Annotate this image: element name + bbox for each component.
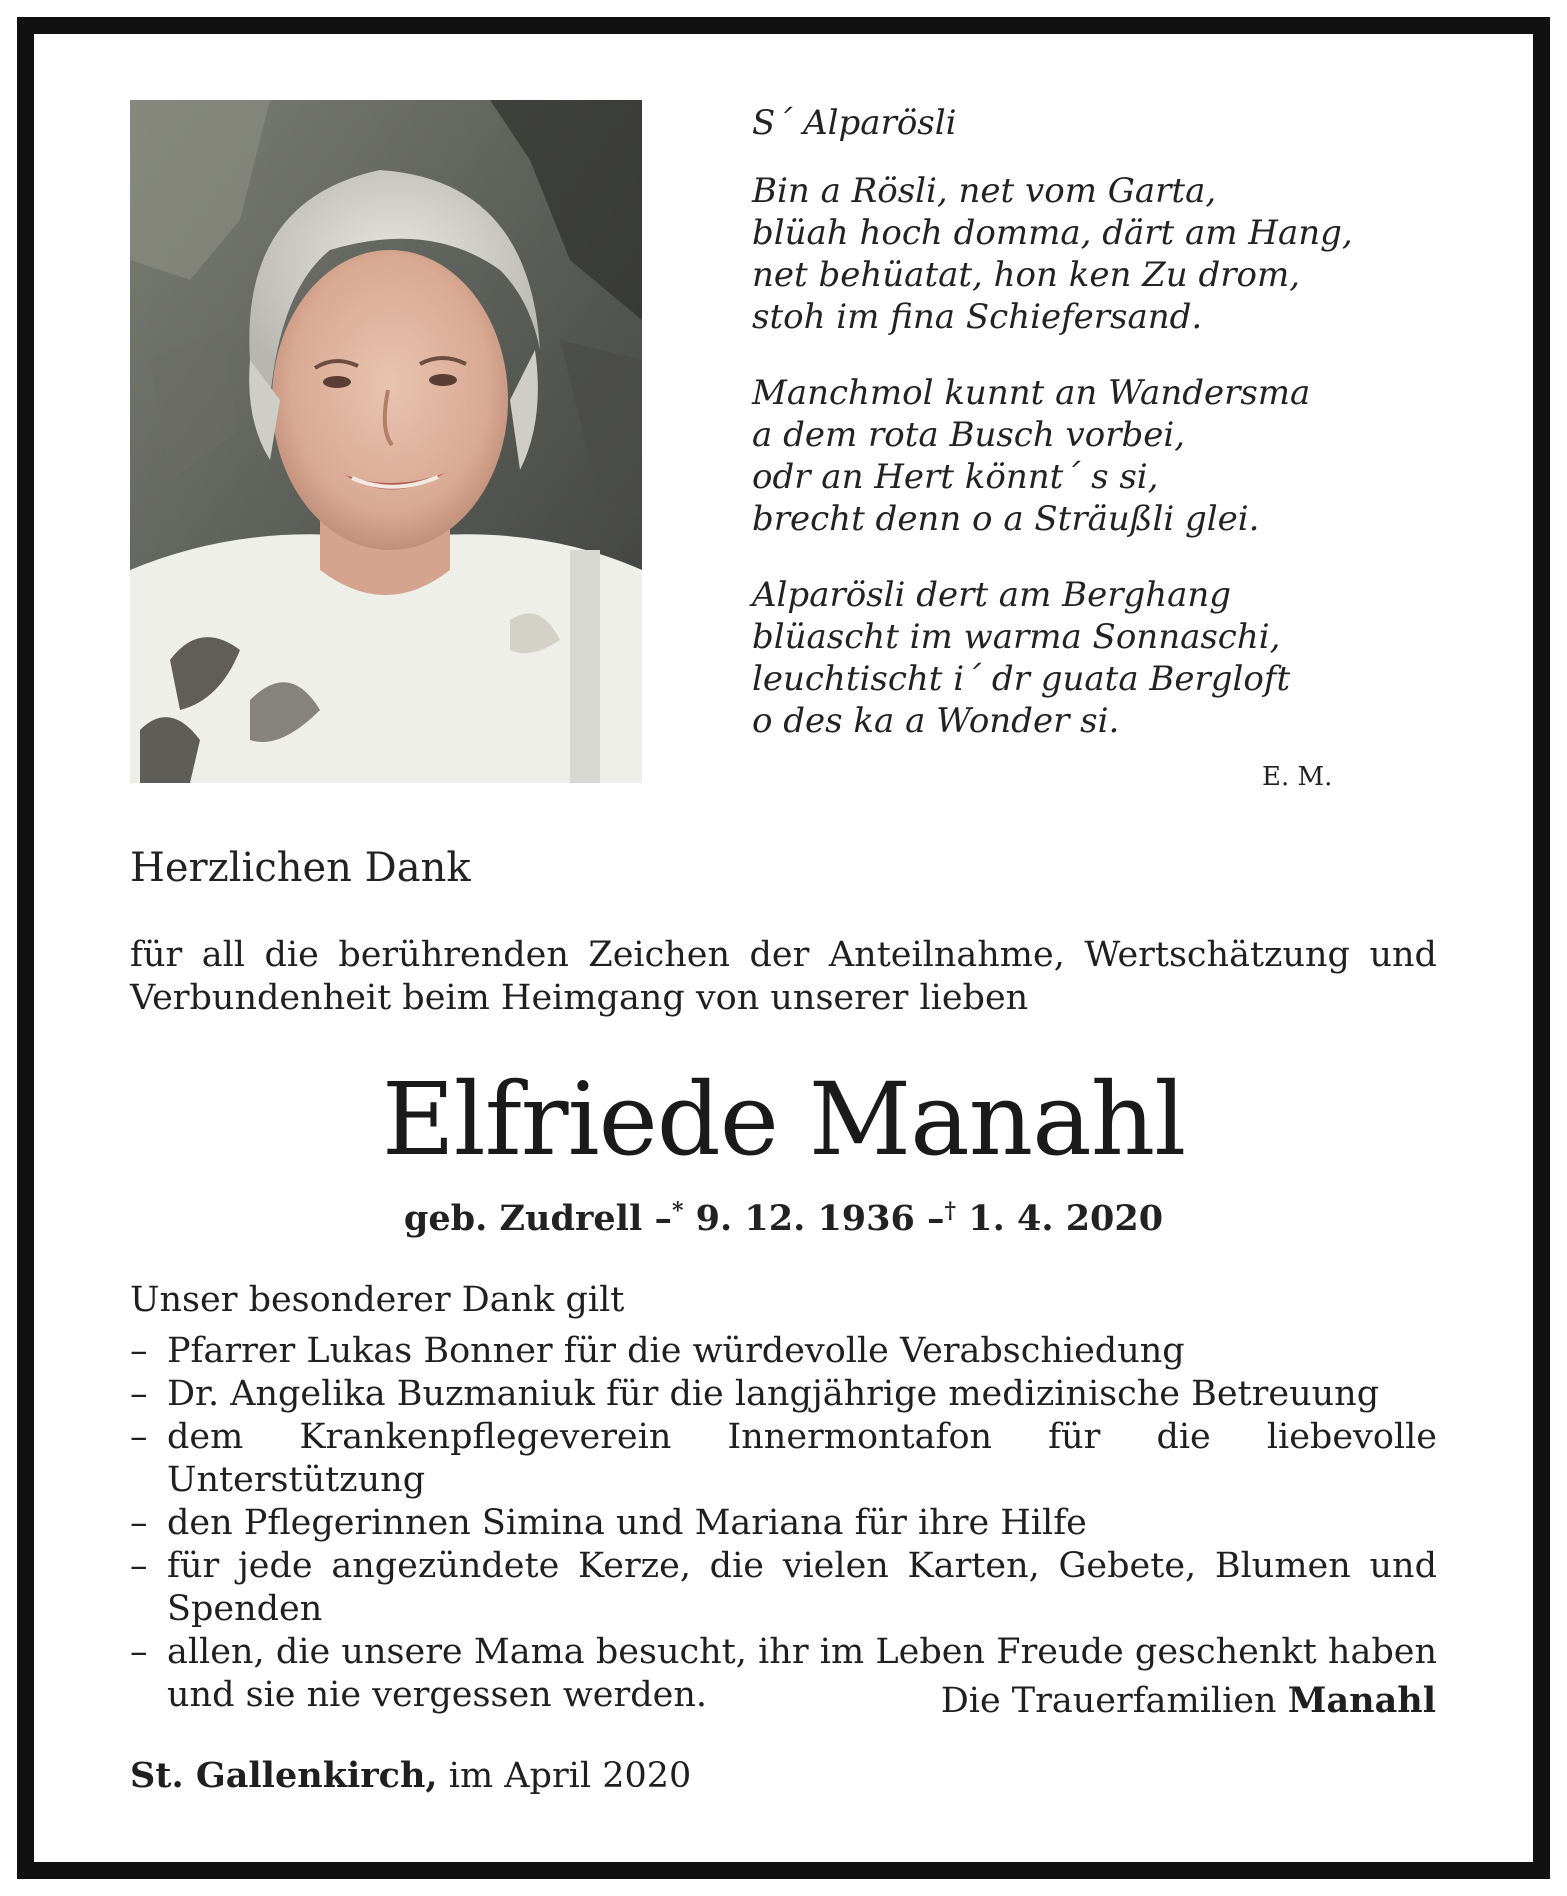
list-item-text: den Pflegerinnen Simina und Mariana für ihre Hilfe bbox=[167, 1503, 1087, 1543]
intro-word: und bbox=[1369, 935, 1437, 975]
poem-line: a dem rota Busch vorbei, bbox=[752, 415, 1186, 455]
death-date: 1. 4. 2020 bbox=[968, 1198, 1164, 1239]
dash: – bbox=[130, 1374, 148, 1414]
family-name: Manahl bbox=[1287, 1680, 1436, 1721]
place-date bbox=[130, 1755, 691, 1796]
poem-stanza-3 bbox=[752, 574, 1372, 742]
life-dates bbox=[0, 1198, 1567, 1239]
list-item-text: für jede angezündete Kerze, die vielen Karten, Gebete, Blumen und Spenden bbox=[167, 1546, 1437, 1629]
poem-line: blüascht im warma Sonnaschi, bbox=[752, 617, 1281, 657]
list-item bbox=[130, 1502, 1437, 1545]
poem-line: Bin a Rösli, net vom Garta, bbox=[752, 171, 1217, 211]
poem-stanza-1 bbox=[752, 170, 1372, 338]
poem-line: net behüatat, hon ken Zu drom, bbox=[752, 255, 1301, 295]
poem-line: odr an Hert könnt´ s si, bbox=[752, 457, 1159, 497]
intro-word: der bbox=[749, 935, 810, 975]
family-signature bbox=[941, 1680, 1436, 1721]
list-item bbox=[130, 1330, 1437, 1373]
poem-line: leuchtischt i´ dr guata Bergloft bbox=[752, 659, 1291, 699]
intro-word: Wertschätzung bbox=[1084, 935, 1350, 975]
list-item bbox=[130, 1416, 1437, 1502]
birth-symbol: * bbox=[671, 1198, 684, 1224]
poem-line: stoh im fina Schiefersand. bbox=[752, 297, 1203, 337]
dash: – bbox=[130, 1417, 148, 1457]
date: im April 2020 bbox=[448, 1756, 692, 1796]
poem-stanza-2 bbox=[752, 372, 1372, 540]
list-item-text: allen, die unsere Mama besucht, ihr im Leben Freude geschenkt haben und sie nie vergessen werden. bbox=[167, 1632, 1437, 1715]
intro-word: all bbox=[201, 935, 245, 975]
special-thanks-list bbox=[130, 1330, 1437, 1717]
birth-date: 9. 12. 1936 bbox=[695, 1198, 915, 1239]
intro-word: für bbox=[130, 935, 183, 975]
intro-line-2: Verbundenheit beim Heimgang von unserer lieben bbox=[130, 978, 1029, 1018]
poem-line: o des ka a Wonder si. bbox=[752, 701, 1120, 741]
poem-line: Manchmol kunnt an Wandersma bbox=[752, 373, 1311, 413]
poem-line: brecht denn o a Sträußli glei. bbox=[752, 499, 1260, 539]
list-item bbox=[130, 1373, 1437, 1416]
special-thanks-heading: Unser besonderer Dank gilt bbox=[130, 1280, 625, 1320]
list-item-text: Dr. Angelika Buzmaniuk für die langjährige medizinische Betreuung bbox=[167, 1374, 1380, 1414]
family-prefix: Die Trauerfamilien bbox=[940, 1681, 1277, 1721]
dash: – bbox=[130, 1632, 148, 1672]
poem-title: S´ Alparösli bbox=[752, 103, 957, 143]
maiden-name: geb. Zudrell bbox=[403, 1198, 643, 1239]
dash: – bbox=[130, 1331, 148, 1371]
portrait-photo bbox=[130, 100, 642, 783]
town: St. Gallenkirch, bbox=[130, 1755, 438, 1796]
poem-line: Alparösli dert am Berghang bbox=[752, 575, 1232, 615]
list-item-text: Pfarrer Lukas Bonner für die würdevolle Verabschiedung bbox=[167, 1331, 1185, 1371]
deceased-name: Elfriede Manahl bbox=[381, 1061, 1186, 1178]
death-symbol: † bbox=[944, 1198, 957, 1224]
list-item-text: dem Krankenpflegeverein Innermontafon für die liebevolle Unterstützung bbox=[167, 1417, 1437, 1500]
thanks-heading: Herzlichen Dank bbox=[130, 845, 471, 891]
separator: – bbox=[927, 1198, 945, 1239]
dash: – bbox=[130, 1503, 148, 1543]
poem-line: blüah hoch domma, därt am Hang, bbox=[752, 213, 1353, 253]
dash: – bbox=[130, 1546, 148, 1586]
intro-line-1 bbox=[130, 934, 1437, 977]
intro-word: die bbox=[264, 935, 319, 975]
list-item bbox=[130, 1545, 1437, 1631]
intro-word: berührenden bbox=[338, 935, 569, 975]
intro-word: Zeichen bbox=[588, 935, 731, 975]
thanks-intro bbox=[130, 934, 1437, 1020]
poem-signature: E. M. bbox=[1262, 762, 1333, 792]
intro-word: Anteilnahme, bbox=[828, 935, 1065, 975]
poem bbox=[752, 102, 1372, 776]
separator: – bbox=[654, 1198, 672, 1239]
